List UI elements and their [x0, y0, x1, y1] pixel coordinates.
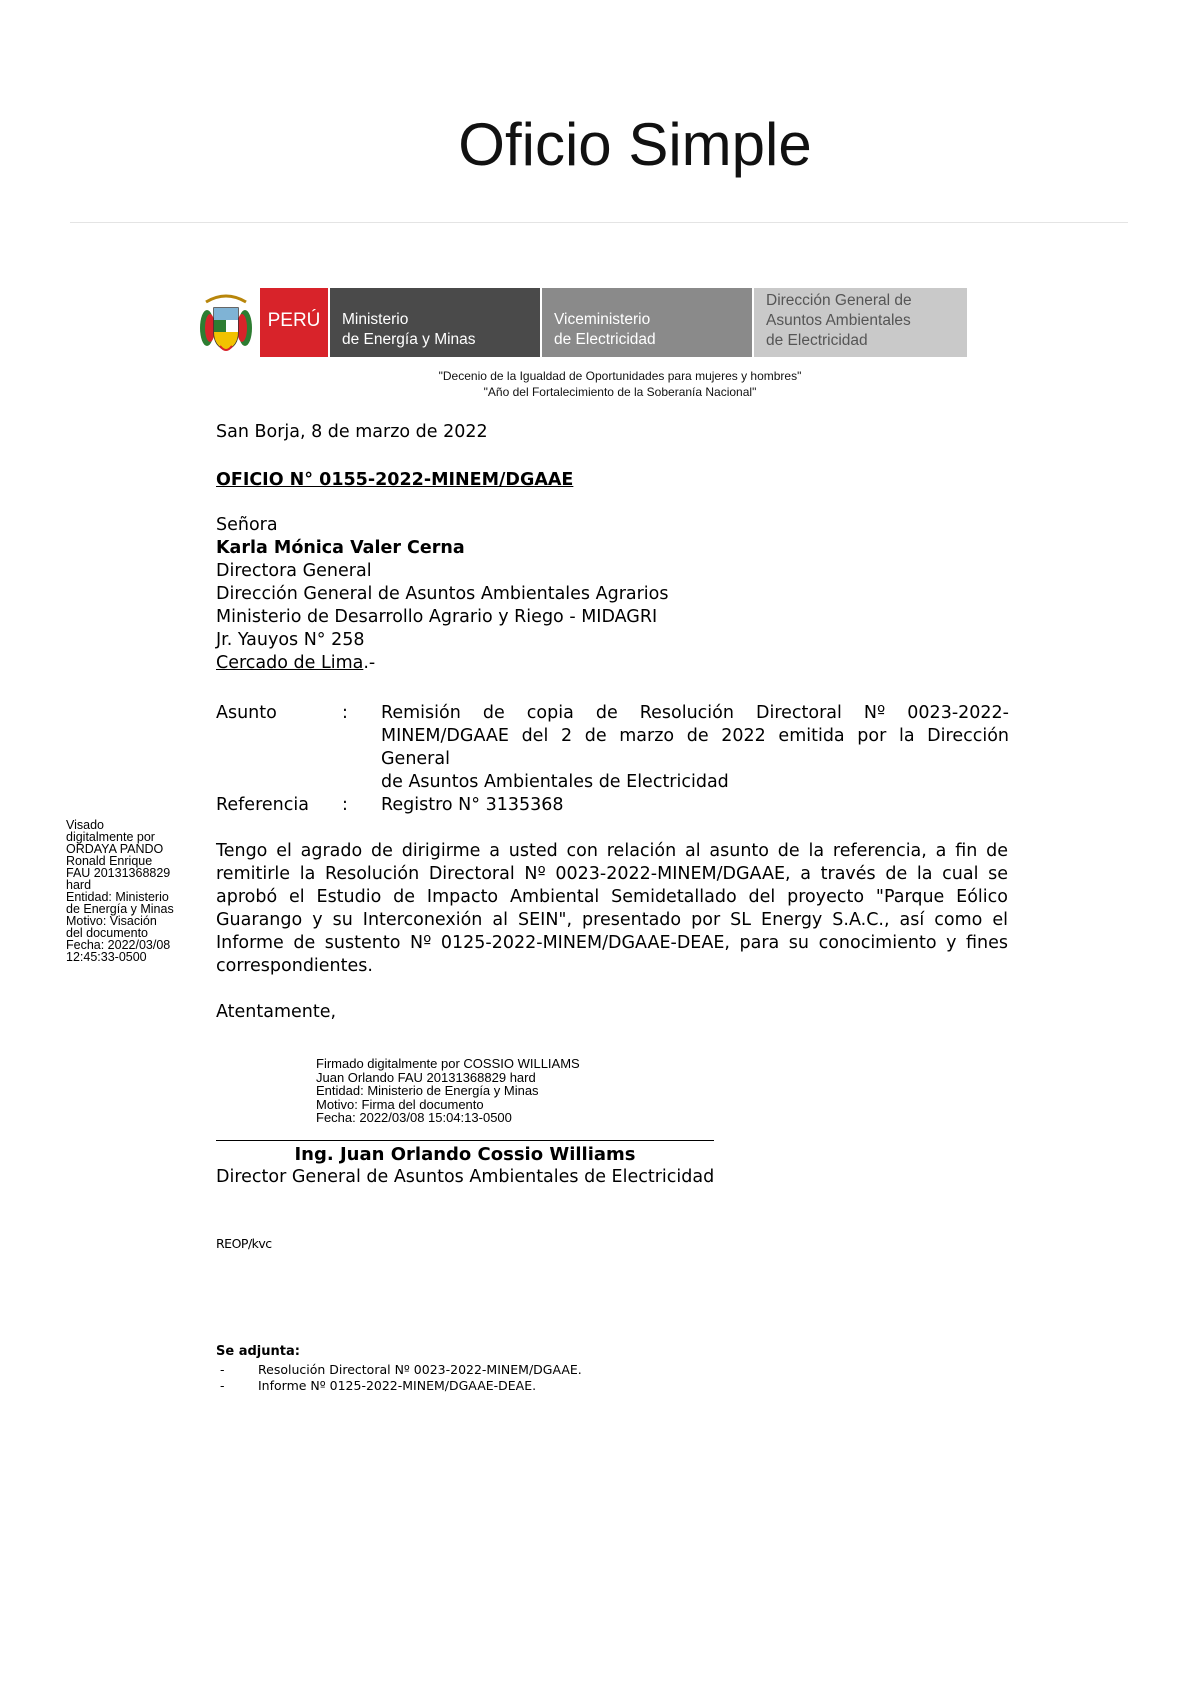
signature-line: [216, 1140, 714, 1141]
signer-name: Ing. Juan Orlando Cossio Williams: [294, 1144, 636, 1165]
body-paragraph: Tengo el agrado de dirigirme a usted con relación al asunto de la referencia, a fin de remitirle la Resolución Directoral Nº 0023-2022-MINEM/DGAAE, a través de la cual se aprobó el Estudio de Impacto Ambiental Semidetallado del proyecto "Parque Eólico Guarango y su Interconexión al SEIN", presentado por SL Energy S.A.C., así como el Informe de sustento Nº 0125-2022-MINEM/DGAAE-DEAE, para su conocimiento y fines correspondientes.: [216, 841, 1008, 976]
country-badge: PERÚ: [260, 288, 328, 357]
addressee-ministry: Ministerio de Desarrollo Agrario y Riego - MIDAGRI: [216, 607, 658, 627]
addressee-position: Directora General: [216, 561, 372, 581]
closing: Atentamente,: [216, 1002, 337, 1022]
addressee-office: Dirección General de Asuntos Ambientales Agrarios: [216, 584, 669, 604]
coat-of-arms-icon: [198, 288, 254, 357]
list-item: - Resolución Directoral Nº 0023-2022-MINEM/DGAAE.: [220, 1362, 582, 1377]
title-divider: [70, 222, 1128, 223]
ministry-label: Ministerio de Energía y Minas: [330, 288, 540, 357]
reference-label: Referencia: [216, 795, 309, 815]
signer-role: Director General de Asuntos Ambientales de Electricidad: [216, 1167, 715, 1187]
visado-stamp: Visado digitalmente por ORDAYA PANDO Ronald Enrique FAU 20131368829 hard Entidad: Ministerio de Energía y Minas Motivo: Visación del documento Fecha: 2022/03/08 12:45:33-0500: [66, 819, 174, 963]
reference-text: Registro N° 3135368: [381, 795, 564, 815]
subject-label: Asunto: [216, 703, 277, 723]
place-date: San Borja, 8 de marzo de 2022: [216, 422, 488, 442]
directorate-label: Dirección General de Asuntos Ambientales de Electricidad: [754, 288, 967, 357]
addressee-city-line: Cercado de Lima.-: [216, 653, 376, 673]
year-motto: "Decenio de la Igualdad de Oportunidades para mujeres y hombres" "Año del Fortalecimiento de la Soberanía Nacional": [438, 369, 802, 399]
letter-number: OFICIO N° 0155-2022-MINEM/DGAAE: [216, 470, 574, 490]
reference-colon: :: [342, 795, 348, 815]
attachments-list: [216, 1362, 582, 1394]
addressee-street: Jr. Yauyos N° 258: [216, 630, 365, 650]
page-title: Oficio Simple: [458, 111, 812, 178]
addressee-salutation: Señora: [216, 515, 278, 535]
addressee-block: [216, 514, 669, 675]
letterhead: [198, 288, 967, 357]
addressee-city: Cercado de Lima: [216, 653, 364, 673]
vice-ministry-label: Viceministerio de Electricidad: [542, 288, 752, 357]
subject-colon: :: [342, 703, 348, 723]
digital-signature: Firmado digitalmente por COSSIO WILLIAMS Juan Orlando FAU 20131368829 hard Entidad: Ministerio de Energía y Minas Motivo: Firma del documento Fecha: 2022/03/08 15:04:13-0500: [316, 1056, 580, 1125]
attachments-title: Se adjunta:: [216, 1344, 300, 1359]
reference-initials: REOP/kvc: [216, 1236, 272, 1251]
list-item: - Informe Nº 0125-2022-MINEM/DGAAE-DEAE.: [220, 1378, 537, 1393]
addressee-name: Karla Mónica Valer Cerna: [216, 538, 465, 558]
subject-text: Remisión de copia de Resolución Directoral Nº 0023-2022- MINEM/DGAAE del 2 de marzo de 2022 emitida por la Dirección General de Asuntos Ambientales de Electricidad: [381, 703, 1009, 792]
